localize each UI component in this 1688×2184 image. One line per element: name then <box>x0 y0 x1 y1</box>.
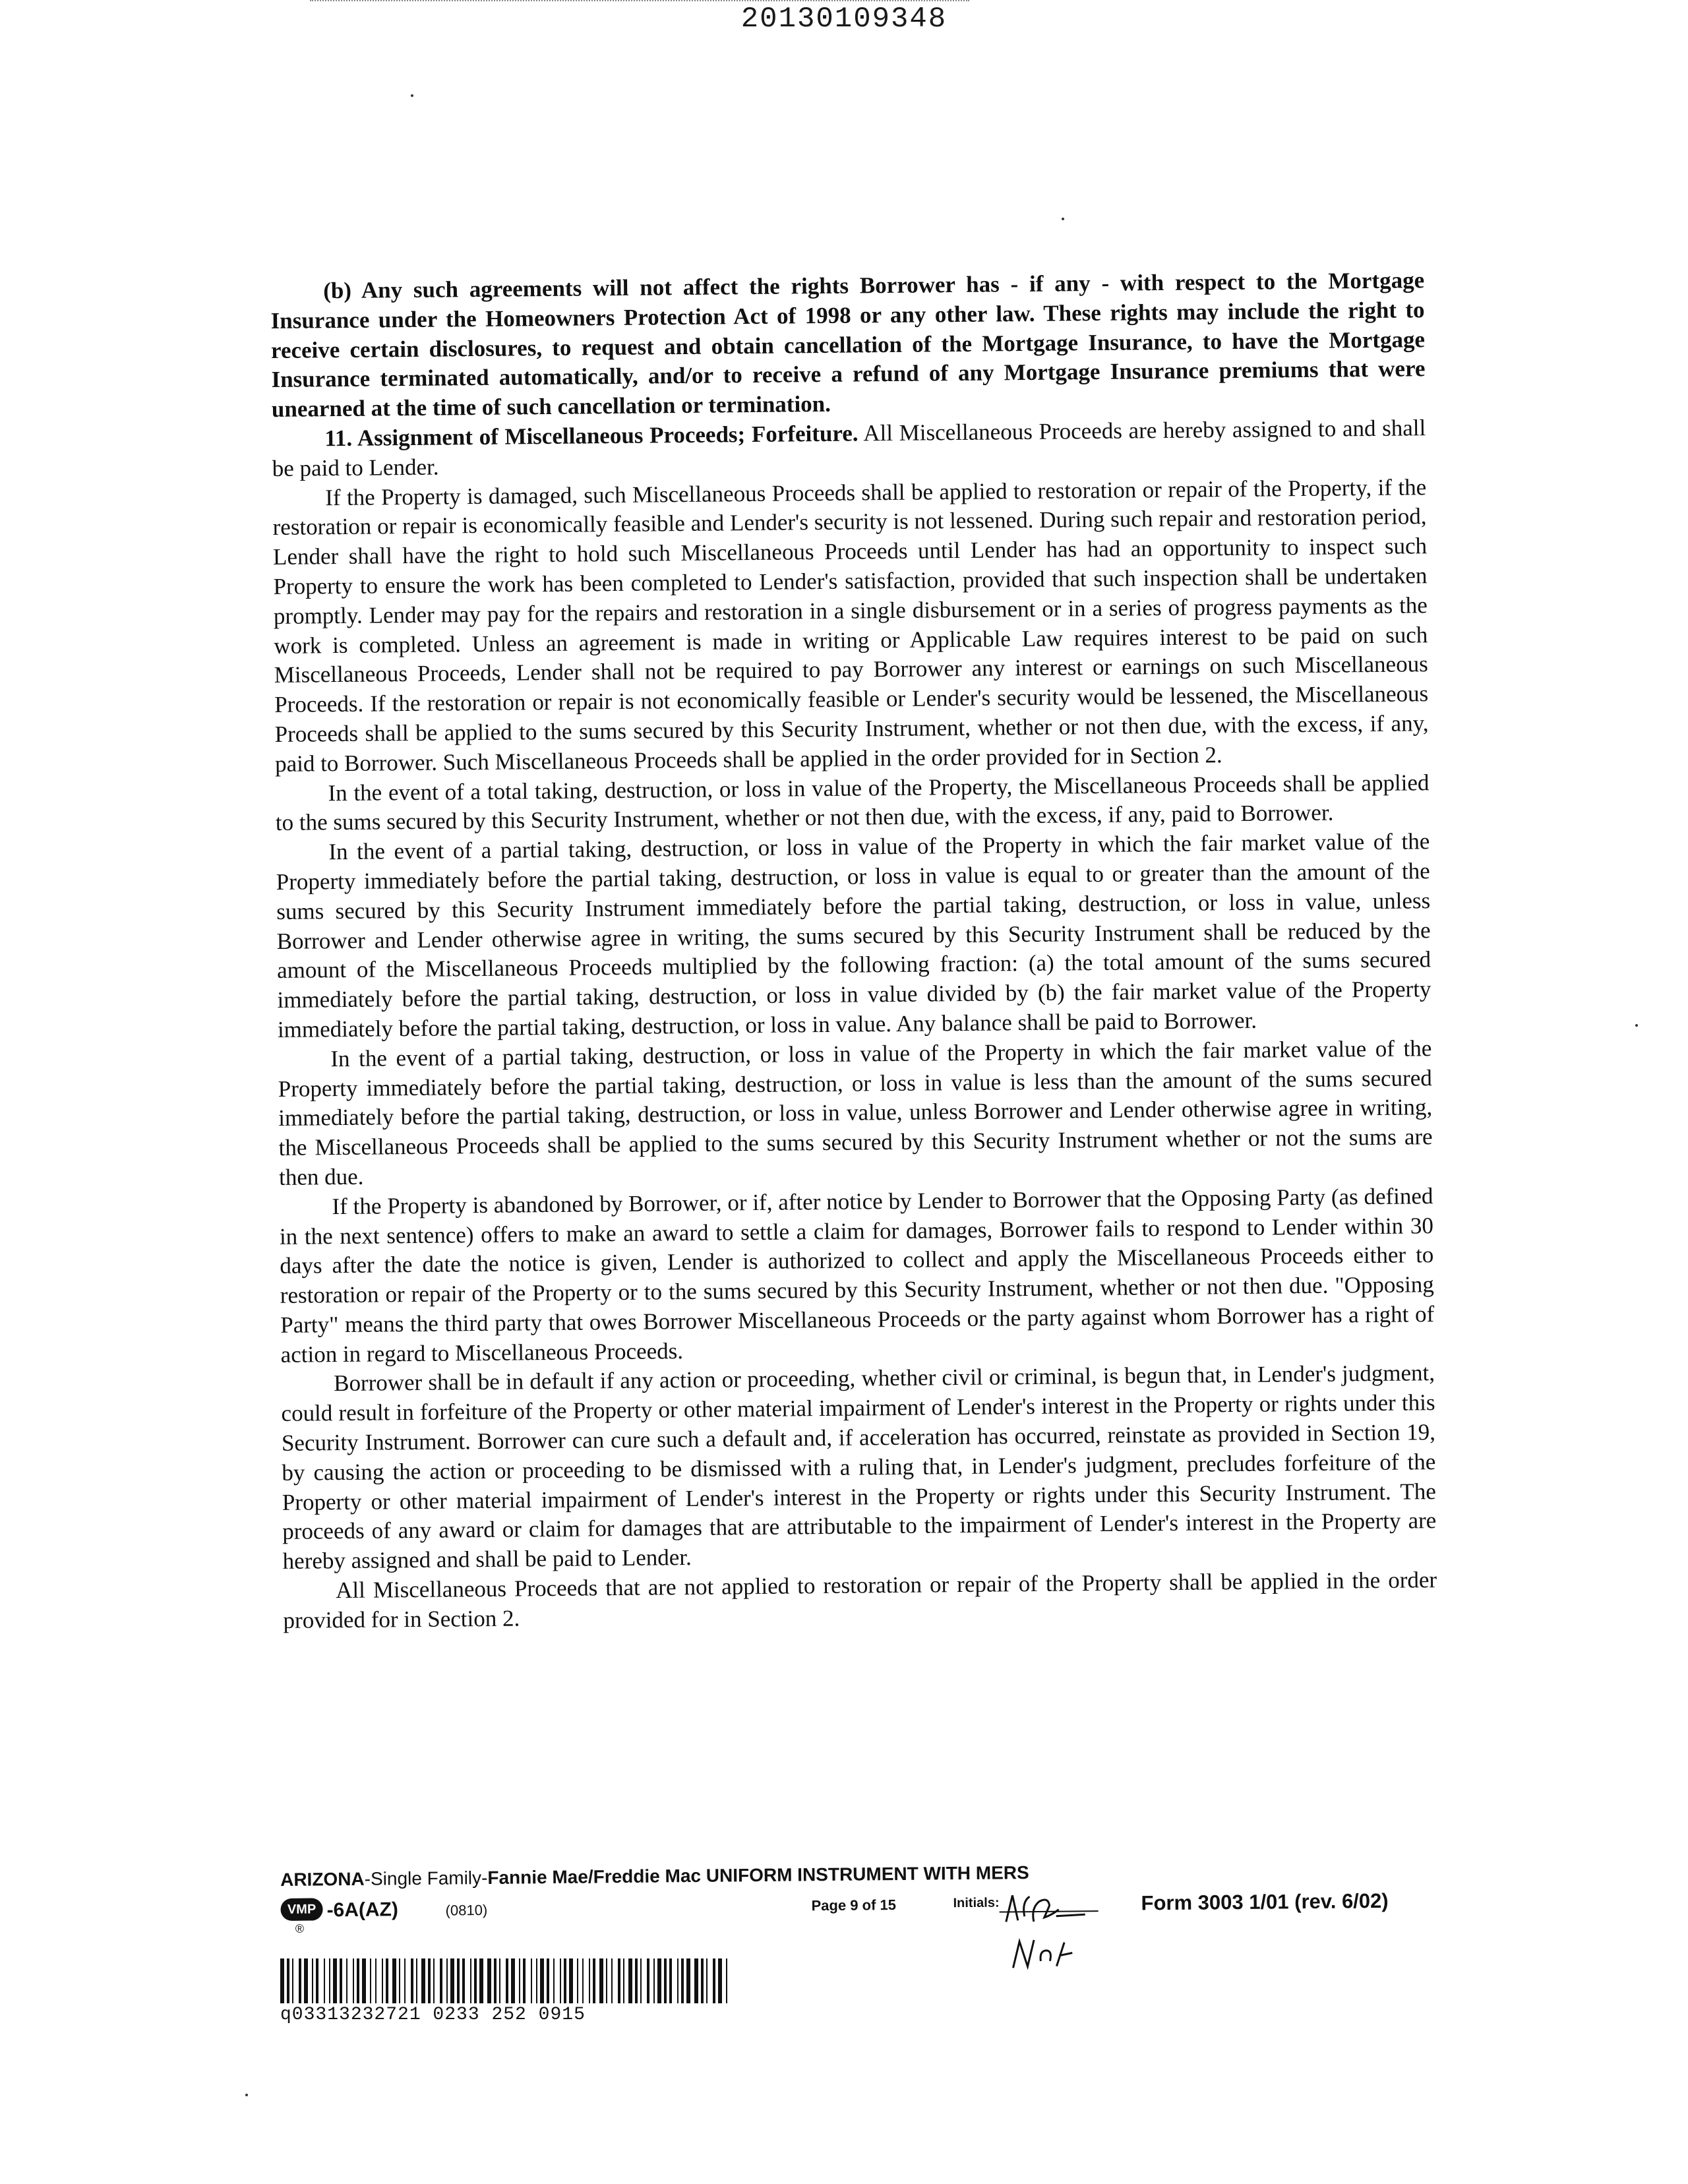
barcode-bar <box>593 1958 595 2003</box>
paragraph-default: Borrower shall be in default if any action or proceeding, whether civil or criminal, is begun that, in Lender's judgment, could result in forfeiture of the Property or other material impairment of Lender's interest in the Property or rights under this Security Instrument. Borrower can cure such a default and, if acceleration has occurred, reinstate as provided in Section 19, by causing the action or proceeding to be dismissed with a ruling that, in Lender's judgment, precludes forfeiture of the Property or other material impairment of Lender's interest in the Property or rights under this Security Instrument. The proceeds of any award or claim for damages that are attributable to the impairment of Lender's interest in the Property are hereby assigned and shall be paid to Lender. <box>281 1360 1437 1575</box>
barcode-bar <box>560 1958 561 2003</box>
form-id: Form 3003 1/01 (rev. 6/02) <box>1141 1889 1389 1915</box>
barcode-bar <box>553 1958 555 2003</box>
barcode-bar <box>669 1958 672 2003</box>
barcode-bar <box>494 1958 497 2003</box>
barcode-bar <box>433 1958 435 2003</box>
form-title <box>280 1858 1428 1891</box>
registered-mark: ® <box>295 1922 305 1935</box>
barcode-bar <box>411 1958 413 2003</box>
barcode-bar <box>523 1958 526 2003</box>
scan-speck <box>1635 1024 1638 1027</box>
barcode-bar <box>623 1958 624 2003</box>
barcode-number: q03313232721 0233 252 0915 <box>280 2005 586 2025</box>
barcode-bar <box>599 1958 603 2003</box>
barcode-bar <box>499 1958 500 2003</box>
barcode-bar <box>713 1958 715 2003</box>
document-number: 20130109348 <box>740 3 948 36</box>
paragraph-partial-less: In the event of a partial taking, destruction, or loss in value of the Property in which the fair market value of the Property immediately before the partial taking, destruction, or loss in value is less than the amount of the sums secured immediately before the partial taking, destruction, or loss in value, unless Borrower and Lender otherwise agree in writing, the Miscellaneous Proceeds shall be applied to the sums secured by this Security Instrument whether or not the sums are then due. <box>278 1035 1433 1190</box>
paragraph-abandoned: If the Property is abandoned by Borrower, or if, after notice by Lender to Borrower that the Opposing Party (as defined in the next sentence) offers to make an award to settle a claim for damages, Borrower fails to respond to Lender within 30 days after the date the notice is given, Lender is authorized to collect and apply the Miscellaneous Proceeds either to restoration or repair of the Property or to the sums secured by this Security Instrument, whether or not then due. "Opposing Party" means the third party that owes Borrower Miscellaneous Proceeds or the party against whom Borrower has a right of action in regard to Miscellaneous Proceeds. <box>279 1182 1435 1368</box>
barcode-bar <box>589 1958 590 2003</box>
barcode-bar <box>582 1958 584 2003</box>
paragraph-partial-equal: In the event of a partial taking, destruction, or loss in value of the Property in which the fair market value of the Property immediately before the partial taking, destruction, or loss in value is equal to or greater than the amount of the sums secured by this Security Instrument immediately before the partial taking, destruction, or loss in value, unless Borrower and Lender otherwise agree in writing, the sums secured by this Security Instrument shall be reduced by the amount of the Miscellaneous Proceeds multiplied by the following fraction: (a) the total amount of the sums secured immediately before the partial taking, destruction, or loss in value divided by (b) the fair market value of the Property immediately before the partial taking, destruction, or loss in value. Any balance shall be paid to Borrower. <box>276 828 1432 1043</box>
paragraph-damage: If the Property is damaged, such Miscellaneous Proceeds shall be applied to restoration or repair of the Property, if the restoration or repair is economically feasible and Lender's security is not lessened. During such repair and restoration period, Lender shall have the right to hold such Miscellaneous Proceeds until Lender has had an opportunity to inspect such Property to ensure the work has been completed to Lender's satisfaction, provided that such inspection shall be undertaken promptly. Lender may pay for the repairs and restoration in a single disbursement or in a series of progress payments as the work is completed. Unless an agreement is made in writing or Applicable Law requires interest to be paid on such Miscellaneous Proceeds, Lender shall not be required to pay Borrower any interest or earnings on such Miscellaneous Proceeds. If the restoration or repair is not economically feasible or Lender's security would be lessened, the Miscellaneous Proceeds shall be applied to the sums secured by this Security Instrument, whether or not then due, with the excess, if any, paid to Borrower. Such Miscellaneous Proceeds shall be applied in the order provided for in Section 2. <box>272 473 1429 777</box>
barcode-bar <box>392 1958 396 2003</box>
barcode-bar <box>324 1958 325 2003</box>
barcode-bar <box>457 1958 460 2003</box>
barcode-bar <box>606 1958 607 2003</box>
barcode-bar <box>657 1958 661 2003</box>
vmp-logo: VMP <box>280 1898 322 1921</box>
barcode-bar <box>677 1958 678 2003</box>
scan-speck <box>411 94 413 97</box>
barcode-bar <box>346 1958 347 2003</box>
barcode-bar <box>312 1958 313 2003</box>
barcode-bar <box>280 1958 284 2003</box>
section-11-heading: 11. Assignment of Miscellaneous Proceeds; Forfeiture. <box>324 420 859 452</box>
barcode-bar <box>681 1958 684 2003</box>
barcode-bar <box>386 1958 388 2003</box>
barcode-bar <box>446 1958 448 2003</box>
scan-speck <box>245 2094 248 2096</box>
barcode-bar <box>474 1958 477 2003</box>
barcode-bar <box>382 1958 383 2003</box>
barcode-bar <box>428 1958 431 2003</box>
form-title-state: ARIZONA <box>280 1868 365 1890</box>
barcode-bar <box>635 1958 638 2003</box>
page-number: Page 9 of 15 <box>811 1896 897 1914</box>
barcode-bar <box>628 1958 632 2003</box>
barcode-bar <box>536 1958 537 2003</box>
barcode-bar <box>640 1958 642 2003</box>
barcode-bar <box>333 1958 337 2003</box>
barcode-bar <box>531 1958 532 2003</box>
barcode-bar <box>564 1958 566 2003</box>
form-title-rest: Fannie Mae/Freddie Mac UNIFORM INSTRUMENT WITH MERS <box>487 1862 1029 1888</box>
barcode-bar <box>547 1958 549 2003</box>
barcode-bar <box>540 1958 544 2003</box>
barcode-bar <box>440 1958 442 2003</box>
barcode-bar <box>519 1958 520 2003</box>
barcode-bar <box>487 1958 491 2003</box>
paragraph-total-taking: In the event of a total taking, destruction, or loss in value of the Property, the Miscellaneous Proceeds shall be applied to the sums secured by this Security Instrument, whether or not then due, with the excess, if any, paid to Borrower. <box>275 769 1430 836</box>
barcode-bar <box>362 1958 366 2003</box>
form-footer <box>280 1858 1428 1935</box>
scan-speck <box>1062 218 1064 220</box>
barcode-bar <box>506 1958 508 2003</box>
barcode-bar <box>357 1958 359 2003</box>
barcode-bar <box>726 1958 727 2003</box>
barcode-bar <box>287 1958 289 2003</box>
barcode-bar <box>577 1958 578 2003</box>
barcode-bar <box>304 1958 308 2003</box>
barcode-bar <box>686 1958 690 2003</box>
handwritten-initials <box>992 1881 1125 1975</box>
barcode-bar <box>316 1958 318 2003</box>
barcode-bar <box>421 1958 425 2003</box>
form-title-family: -Single Family- <box>364 1867 488 1889</box>
top-edge-rule <box>310 0 969 1</box>
barcode-bar <box>292 1958 293 2003</box>
paragraph-b: (b) Any such agreements will not affect the rights Borrower has - if any - with respect to the Mortgage Insurance under the Homeowners Protection Act of 1998 or any other law. These rights may include the right to receive certain disclosures, to request and obtain cancellation of the Mortgage Insurance, to have the Mortgage Insurance terminated automatically, and/or to receive a refund of any Mortgage Insurance premiums that were unearned at the time of such cancellation or termination. <box>270 267 1426 423</box>
barcode-bar <box>664 1958 667 2003</box>
barcode-bar <box>511 1958 515 2003</box>
barcode-bar <box>353 1958 354 2003</box>
paragraph-not-applied: All Miscellaneous Proceeds that are not applied to restoration or repair of the Property shall be applied in the order provided for in Section 2. <box>283 1567 1437 1633</box>
barcode-bar <box>299 1958 301 2003</box>
form-date: (0810) <box>445 1901 488 1919</box>
barcode-bar <box>569 1958 573 2003</box>
barcode-bar <box>611 1958 613 2003</box>
barcode-bar <box>479 1958 483 2003</box>
barcode-bar <box>404 1958 406 2003</box>
section-11-paragraph <box>272 413 1426 483</box>
barcode-bar <box>694 1958 698 2003</box>
barcode-bar <box>653 1958 655 2003</box>
barcode-bar <box>706 1958 708 2003</box>
section-11-intro: All Miscellaneous Proceeds are hereby assigned to and shall be paid to Lender. <box>272 415 1426 481</box>
document-body <box>270 266 1437 1635</box>
barcode <box>280 1958 735 2003</box>
barcode-bar <box>375 1958 377 2003</box>
form-code: -6A(AZ) <box>326 1898 399 1922</box>
barcode-bar <box>701 1958 704 2003</box>
barcode-bar <box>340 1958 342 2003</box>
initials-label: Initials: <box>953 1895 1000 1911</box>
barcode-bar <box>329 1958 330 2003</box>
barcode-bar <box>647 1958 649 2003</box>
barcode-bar <box>462 1958 465 2003</box>
barcode-bar <box>470 1958 471 2003</box>
barcode-bar <box>370 1958 371 2003</box>
barcode-bar <box>416 1958 417 2003</box>
barcode-bar <box>618 1958 620 2003</box>
barcode-bar <box>718 1958 722 2003</box>
barcode-bar <box>450 1958 454 2003</box>
form-info-row <box>280 1885 1428 1935</box>
barcode-bar <box>399 1958 400 2003</box>
